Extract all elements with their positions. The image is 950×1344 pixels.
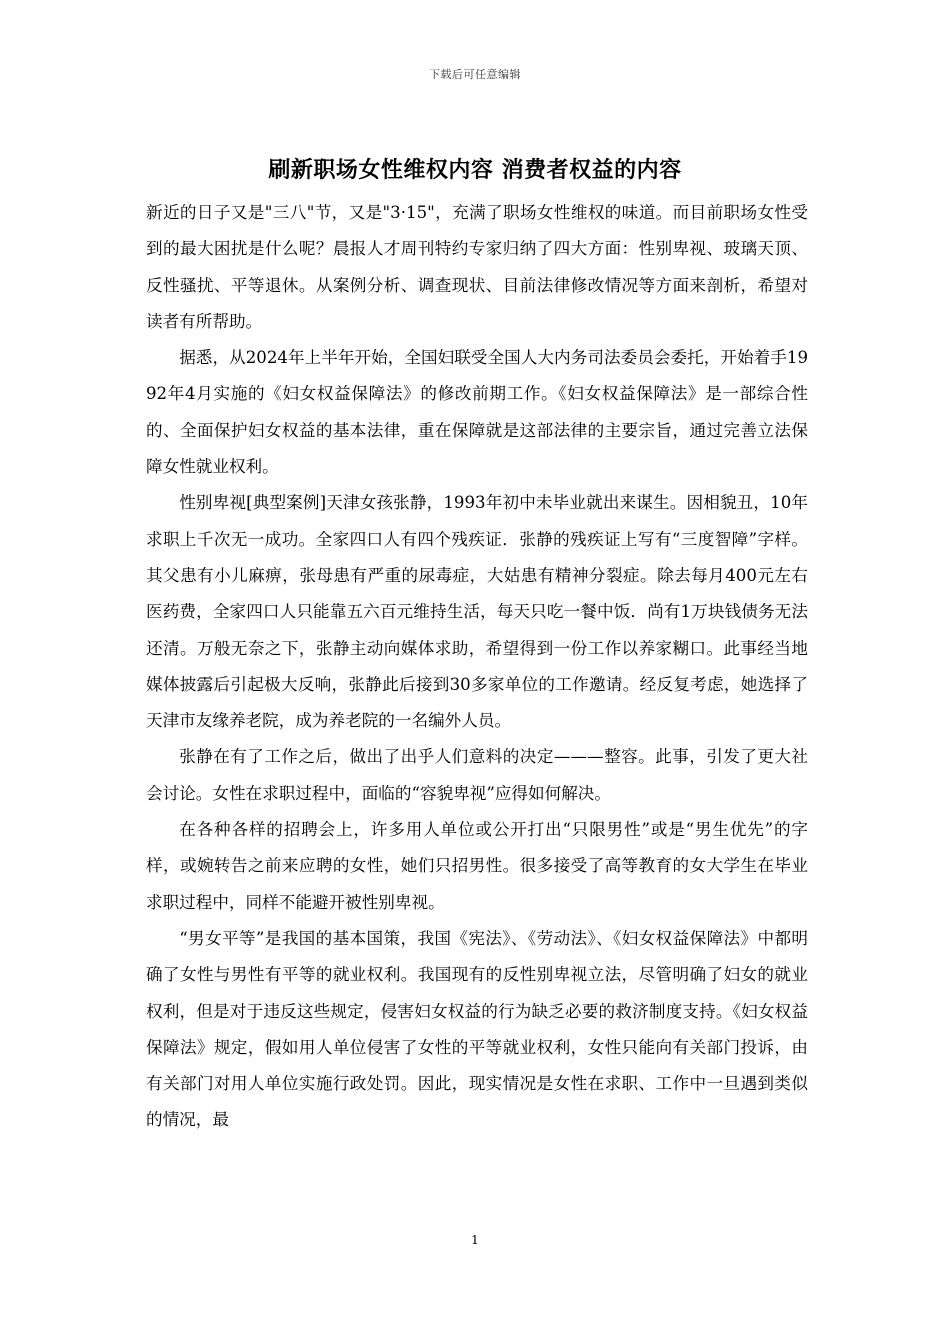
document-title: 刷新职场女性维权内容 消费者权益的内容 — [268, 157, 682, 183]
paragraph: 张静在有了工作之后，做出了出乎人们意料的决定———整容。此事，引发了更大社会讨论。女性在求职过程中，面临的“容貌卑视”应得如何解决。 — [146, 747, 808, 803]
document-body — [146, 195, 808, 1139]
paragraph: “男女平等”是我国的基本国策，我国《宪法》、《劳动法》、《妇女权益保障法》中都明确了女性与男性有平等的就业权利。我国现有的反性别卑视立法，尽管明确了妇女的就业权利，但是对于违反这些规定，侵害妇女权益的行为缺乏必要的救济制度支持。《妇女权益保障法》规定，假如用人单位侵害了女性的平等就业权利，女性只能向有关部门投诉，由有关部门对用人单位实施行政处罚。因此，现实情况是女性在求职、工作中一旦遇到类似的情况，最 — [146, 928, 808, 1130]
paragraph: 新近的日子又是"三八"节，又是"3·15"，充满了职场女性维权的味道。而目前职场女性受到的最大困扰是什么呢？晨报人才周刊特约专家归纳了四大方面：性别卑视、玻璃天顶、反性骚扰、平等退休。从案例分析、调查现状、目前法律修改情况等方面来剖析，希望对读者有所帮助。 — [146, 203, 808, 331]
paragraph: 据悉，从2024年上半年开始，全国妇联受全国人大内务司法委员会委托，开始着手1992年4月实施的《妇女权益保障法》的修改前期工作。《妇女权益保障法》是一部综合性的、全面保护妇女权益的基本法律，重在保障就是这部法律的主要宗旨，通过完善立法保障女性就业权利。 — [146, 348, 808, 477]
page-number: 1 — [471, 1233, 479, 1247]
paragraph: 在各种各样的招聘会上，许多用人单位或公开打出“只限男性”或是“男生优先”的字样，或婉转告之前来应聘的女性，她们只招男性。很多接受了高等教育的女大学生在毕业求职过程中，同样不能避开被性别卑视。 — [146, 820, 808, 912]
paragraph: 性别卑视[典型案例]天津女孩张静，1993年初中未毕业就出来谋生。因相貌丑，10年求职上千次无一成功。全家四口人有四个残疾证．张静的残疾证上写有“三度智障”字样。其父患有小儿麻痹，张母患有严重的尿毒症，大姑患有精神分裂症。除去每月400元左右医药费，全家四口人只能靠五六百元维持生活，每天只吃一餐中饭．尚有1万块钱债务无法还清。万般无奈之下，张静主动向媒体求助，希望得到一份工作以养家糊口。此事经当地媒体披露后引起极大反响，张静此后接到30多家单位的工作邀请。经反复考虑，她选择了天津市友缘养老院，成为养老院的一名编外人员。 — [146, 493, 808, 731]
page-header: 下载后可任意编辑 — [429, 68, 521, 81]
